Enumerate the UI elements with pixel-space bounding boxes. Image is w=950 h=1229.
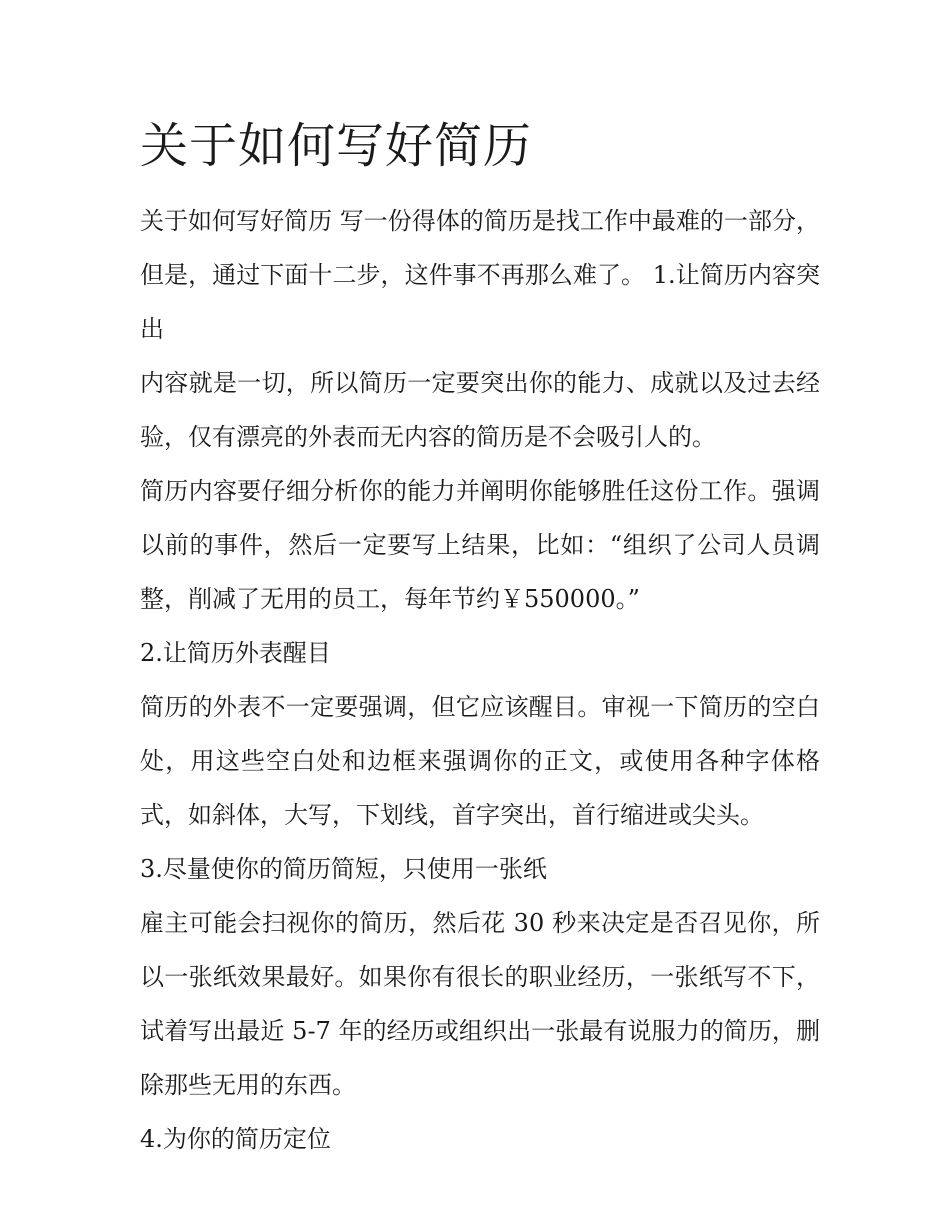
- paragraph-content-analysis: 简历内容要仔细分析你的能力并阐明你能够胜任这份工作。强调以前的事件，然后一定要写上结果，比如：“组织了公司人员调整，削减了无用的员工，每年节约￥550000。”: [140, 477, 820, 613]
- paragraph-appearance: 简历的外表不一定要强调，但它应该醒目。审视一下简历的空白处，用这些空白处和边框来强调你的正文，或使用各种字体格式，如斜体，大写，下划线，首字突出，首行缩进或尖头。: [140, 693, 820, 829]
- document-page: [140, 110, 820, 1166]
- document-title: 关于如何写好简历: [140, 118, 533, 174]
- section-heading-2: 2.让简历外表醒目: [140, 639, 331, 667]
- paragraph-brevity: 雇主可能会扫视你的简历，然后花 30 秒来决定是否召见你，所以一张纸效果最好。如果你有很长的职业经历，一张纸写不下，试着写出最近 5-7 年的经历或组织出一张最有说服力的简历，删除那些无用的东西。: [140, 909, 820, 1099]
- paragraph-content-is-everything: 内容就是一切，所以简历一定要突出你的能力、成就以及过去经验，仅有漂亮的外表而无内容的简历是不会吸引人的。: [140, 369, 820, 451]
- section-heading-4: 4.为你的简历定位: [140, 1125, 331, 1153]
- section-heading-3: 3.尽量使你的简历简短，只使用一张纸: [140, 855, 547, 883]
- paragraph-intro: 关于如何写好简历 写一份得体的简历是找工作中最难的一部分，但是，通过下面十二步，这件事不再那么难了。 1.让简历内容突出: [140, 207, 820, 343]
